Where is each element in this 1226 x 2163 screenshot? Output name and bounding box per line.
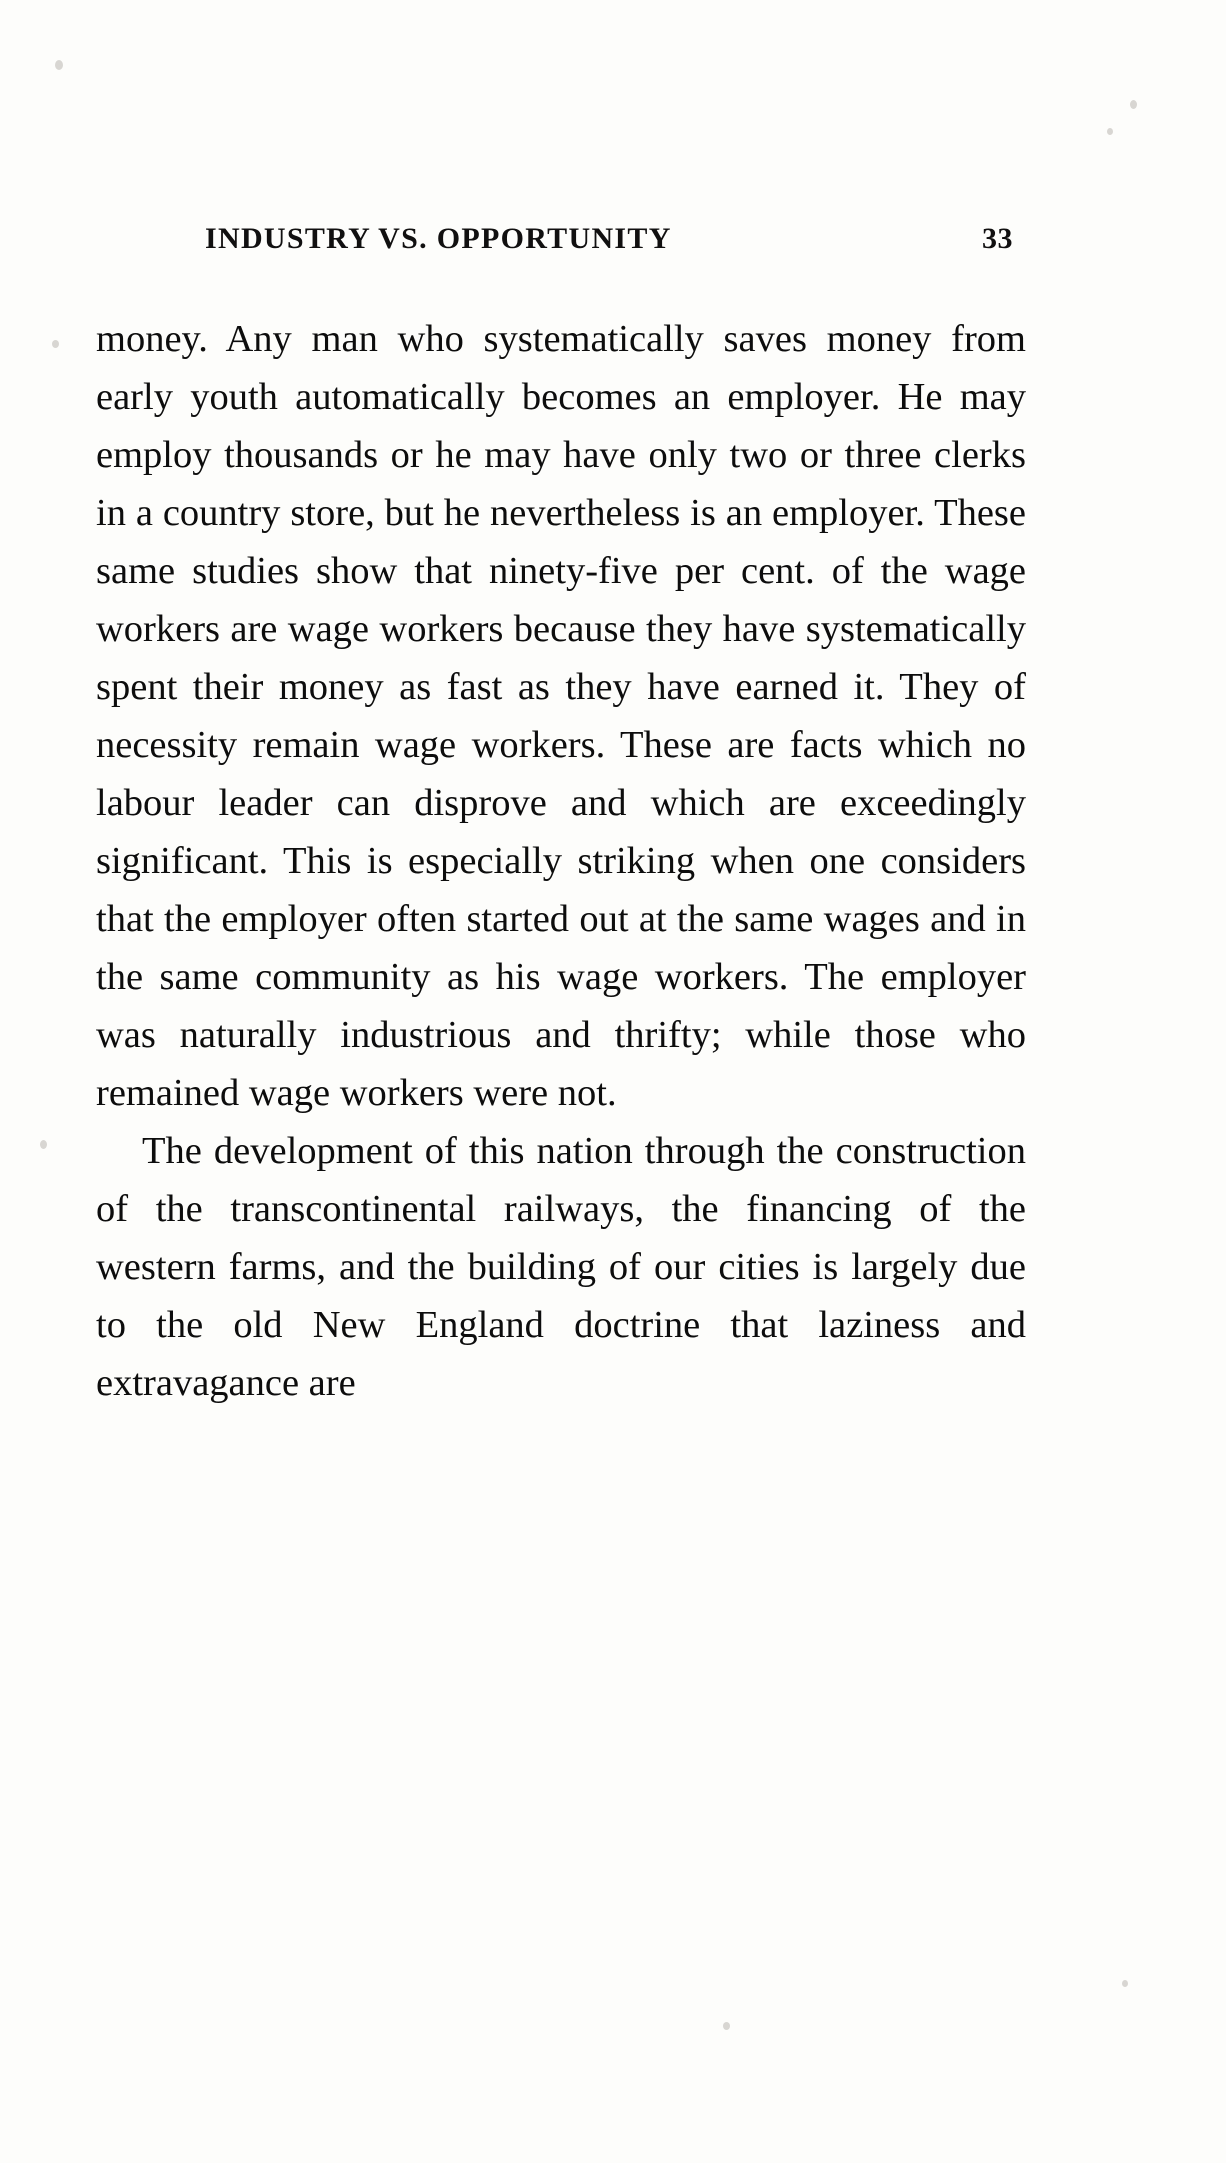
paragraph: The development of this nation through the construction of the transcontinental railways, the financing of the western farms, and the building of our cities is largely due to the old New England doctrine that laziness and extravagance are bbox=[96, 1130, 1026, 1404]
scan-speck bbox=[40, 1140, 47, 1149]
page-number: 33 bbox=[982, 222, 1013, 255]
running-head-title: INDUSTRY VS. OPPORTUNITY bbox=[205, 222, 672, 255]
page-body bbox=[96, 310, 1026, 1412]
scan-speck bbox=[723, 2022, 730, 2030]
running-head bbox=[205, 222, 1021, 256]
scan-speck bbox=[1130, 100, 1137, 109]
scan-speck bbox=[1107, 128, 1113, 135]
scan-speck bbox=[55, 60, 63, 70]
scan-speck bbox=[1122, 1980, 1128, 1987]
scan-speck bbox=[52, 340, 59, 348]
paragraph: money. Any man who systematically saves money from early youth automatically becomes an employer. He may employ thousands or he may have only two or three clerks in a country store, but he nevertheless is an employer. These same studies show that ninety-five per cent. of the wage workers are wage workers because they have systematically spent their money as fast as they have earned it. They of necessity remain wage workers. These are facts which no labour leader can disprove and which are exceedingly significant. This is especially striking when one considers that the employer often started out at the same wages and in the same community as his wage workers. The employer was naturally industrious and thrifty; while those who remained wage workers were not. bbox=[96, 318, 1026, 1114]
